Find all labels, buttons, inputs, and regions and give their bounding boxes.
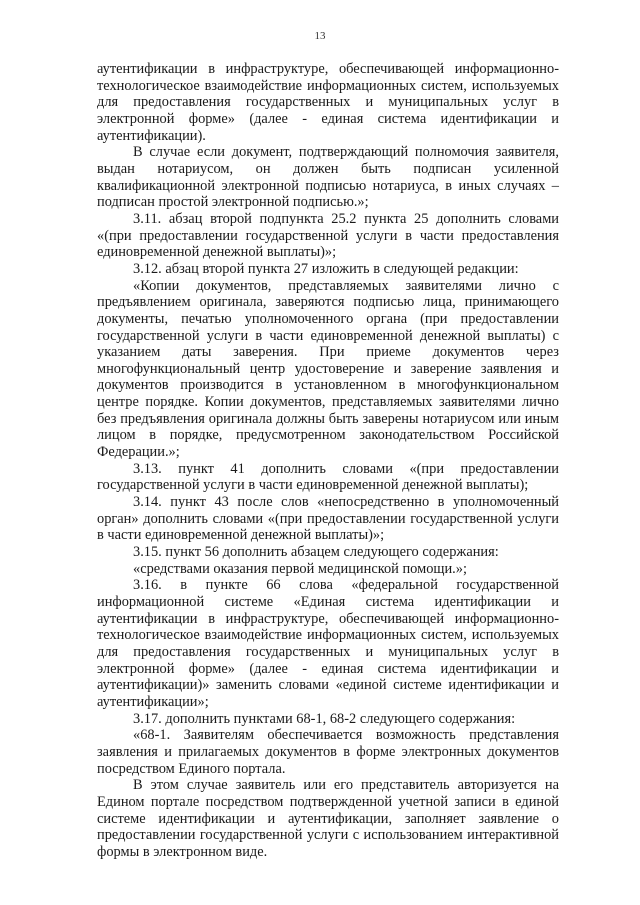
paragraph: В этом случае заявитель или его представитель авторизуется на Едином портале посредством подтвержденной учетной записи в единой системе идентификации и аутентификации, заполняет заявление о предоставлении государственной услуги с использованием интерактивной формы в электронном виде. <box>97 777 559 860</box>
paragraph: 3.16. в пункте 66 слова «федеральной государственной информационной системе «Единая система идентификации и аутентификации в инфраструктуре, обеспечивающей информационно-технологическое взаимодействие информационных систем, используемых для предоставления государственных и муниципальных услуг в электронной форме» (далее - единая система идентификации и аутентификации)» заменить словами «единой системе идентификации и аутентификации»; <box>97 577 559 710</box>
paragraph: 3.12. абзац второй пункта 27 изложить в следующей редакции: <box>133 260 519 277</box>
document-body <box>97 61 559 861</box>
page-number: 13 <box>314 30 326 42</box>
paragraph: 3.17. дополнить пунктами 68-1, 68-2 следующего содержания: <box>133 710 516 727</box>
paragraph: 3.15. пункт 56 дополнить абзацем следующего содержания: <box>133 544 499 561</box>
paragraph: 3.14. пункт 43 после слов «непосредственно в уполномоченный орган» дополнить словами «(при предоставлении государственной услуги в части единовременной денежной выплаты)»; <box>97 494 559 544</box>
paragraph: аутентификации в инфраструктуре, обеспечивающей информационно-технологическое взаимодействие информационных систем, используемых для предоставления государственных и муниципальных услуг в электронной форме» (далее - единая система идентификации и аутентификации). <box>97 61 559 144</box>
paragraph: 3.13. пункт 41 дополнить словами «(при предоставлении государственной услуги в части единовременной денежной выплаты); <box>97 460 559 494</box>
paragraph: «Копии документов, представляемых заявителями лично с предъявлением оригинала, заверяются подписью лица, принимающего документы, печатью уполномоченного органа (при предоставлении государственной услуги в части единовременной денежной выплаты) с указанием даты заверения. При приеме документов через многофункциональный центр удостоверение и заверение заявления и документов производится в установленном в многофункциональном центре порядке. Копии документов, представляемых заявителями лично без предъявления оригинала должны быть заверены нотариусом или иным лицом в порядке, предусмотренном законодательством Российской Федерации.»; <box>97 277 559 461</box>
paragraph: «68-1. Заявителям обеспечивается возможность представления заявления и прилагаемых документов в форме электронных документов посредством Единого портала. <box>97 727 559 777</box>
paragraph: В случае если документ, подтверждающий полномочия заявителя, выдан нотариусом, он должен быть подписан усиленной квалификационной электронной подписью нотариуса, в иных случаях – подписан простой электронной подписью.»; <box>97 144 559 211</box>
paragraph: 3.11. абзац второй подпункта 25.2 пункта 25 дополнить словами «(при предоставлении государственной услуги в части предоставления единовременной денежной выплаты)»; <box>97 210 559 261</box>
paragraph: «средствами оказания первой медицинской помощи.»; <box>133 560 467 577</box>
